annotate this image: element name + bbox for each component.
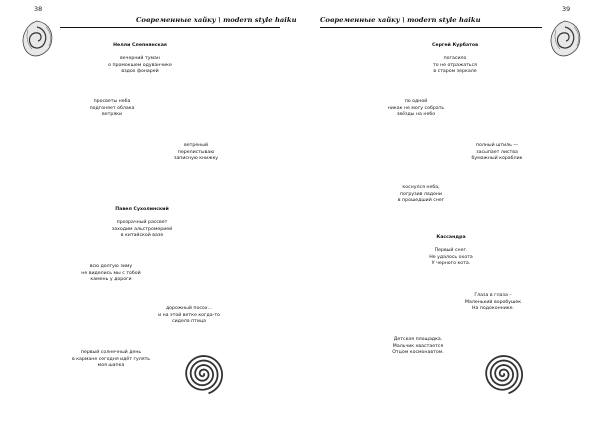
poem-line: о промокшем одуванчике — [108, 62, 172, 68]
poem-line: всю долгую зиму — [89, 264, 133, 269]
poem-line: то не отражаться — [433, 62, 477, 68]
poem-line: На подоконнике. — [471, 306, 514, 312]
poem-line: камень у дороги — [90, 277, 132, 283]
poem-line: Глаза в глаза – — [474, 293, 512, 298]
poem-line: Первый снег. — [434, 248, 468, 254]
poem-author: Сергей Курбатов — [431, 43, 479, 48]
spiral-icon — [181, 352, 225, 396]
poem-line: вздох фонарей — [121, 69, 159, 75]
poem-line: в старом зеркале — [433, 69, 477, 75]
poem-author: Кассандра — [436, 235, 466, 240]
left-header-rule — [60, 27, 280, 28]
poem-block — [429, 235, 473, 268]
poem-block — [465, 293, 521, 313]
poem-line: Маленький воробушек — [464, 299, 522, 305]
poem-block — [112, 207, 172, 240]
poem-block — [90, 99, 135, 119]
right-running-header: Современные хайку \ modern style haiku — [320, 16, 481, 24]
poem-line: погасило — [443, 56, 467, 62]
rose-icon — [546, 18, 584, 60]
poem-line: в прошедший снег — [397, 198, 445, 204]
poem-line: полный штиль — — [475, 143, 519, 148]
poem-block — [472, 143, 523, 163]
poem-line: просветы неба — [93, 99, 131, 104]
poem-block — [432, 43, 478, 76]
poem-block — [108, 43, 172, 76]
poem-line: сидела птица — [171, 319, 207, 325]
poem-line: ветреный — [183, 143, 209, 148]
poem-line: бумажный кораблик — [471, 156, 523, 162]
poem-block — [398, 185, 444, 205]
poem-line: звёзды на небо — [396, 112, 436, 118]
poem-author: Павел Сухолинский — [115, 207, 169, 212]
poem-line: Детская площадка. — [393, 337, 443, 342]
poem-line: первый солнечный день — [80, 350, 142, 355]
right-page-number: 39 — [562, 5, 571, 13]
poem-line: не виделись мы с тобой — [81, 270, 141, 276]
poem-block — [388, 99, 444, 119]
poem-block — [174, 143, 218, 163]
spiral-icon — [481, 352, 525, 396]
poem-line: Отцом космонавтом. — [392, 350, 444, 356]
poem-line: вечерний туман — [120, 56, 160, 62]
poem-line: Не удалось охота — [429, 254, 473, 260]
poem-block — [81, 264, 140, 284]
poem-block — [72, 350, 150, 370]
poem-block — [158, 306, 220, 326]
poem-block — [392, 337, 444, 357]
poem-line: погрузив ладони — [399, 191, 443, 197]
poem-line: записную книжку — [173, 156, 219, 162]
right-page — [300, 0, 600, 424]
poem-line: прозрачный рассвет — [116, 220, 168, 226]
left-page-number: 38 — [34, 5, 43, 13]
poem-line: в китайской вазе — [120, 233, 164, 239]
poem-line: ветряки — [101, 112, 123, 118]
right-header-rule — [320, 27, 542, 28]
poem-author: Нелли Слепнянская — [113, 43, 167, 48]
poem-line: У черного кота. — [431, 261, 471, 267]
left-running-header: Современные хайку \ modern style haiku — [136, 16, 297, 24]
poem-line: моя шапка — [97, 363, 125, 369]
poem-line: дорожный посох... — [165, 306, 213, 311]
poem-line: засыпает листва — [476, 149, 518, 155]
poem-line: в кармане сегодня идёт гулять — [71, 356, 151, 362]
poem-line: по одной — [404, 99, 428, 104]
poem-line: подгоняет облака — [89, 105, 135, 111]
poem-line: никак не могу собрать — [387, 105, 445, 111]
poem-line: заходим альстромерией — [111, 226, 173, 232]
rose-icon — [18, 18, 56, 60]
poem-line: коснулся неба, — [402, 185, 440, 190]
poem-line: и на этой ветке когда-то — [158, 312, 220, 318]
poem-line: перелистываю — [177, 149, 215, 155]
poem-line: Мальчик хвастается — [392, 343, 444, 349]
